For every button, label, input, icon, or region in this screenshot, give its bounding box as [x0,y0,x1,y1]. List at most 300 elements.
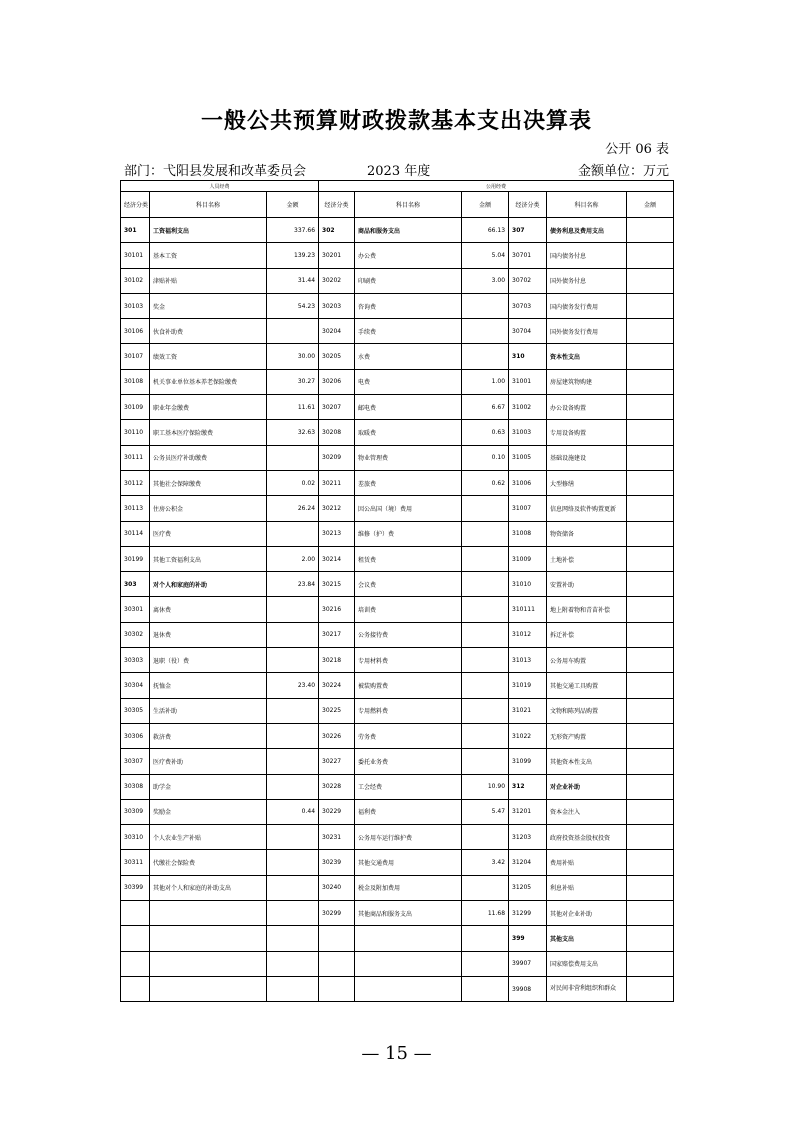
cell-code: 30207 [319,395,355,420]
cell-amount [267,622,319,647]
cell-name: 其他资本性支出 [547,749,627,774]
cell-code: 30217 [319,622,355,647]
cell-name: 基本工资 [150,243,267,268]
cell-amount [267,723,319,748]
cell-amount [462,344,509,369]
cell-name: 无形资产购置 [547,723,627,748]
cell-amount [627,546,674,571]
cell-code: 30111 [121,445,150,470]
cell-name: 办公费 [355,243,462,268]
cell-code: 30209 [319,445,355,470]
cell-amount [462,597,509,622]
table-row [121,344,674,369]
cell-name: 信息网络及软件购置更新 [547,496,627,521]
table-row [121,774,674,799]
cell-name: 伙食补助费 [150,319,267,344]
cell-name: 抚恤金 [150,673,267,698]
cell-amount [462,749,509,774]
cell-name: 电费 [355,369,462,394]
table-row [121,268,674,293]
cell-amount: 5.47 [462,799,509,824]
cell-name: 其他工资福利支出 [150,546,267,571]
amount-unit: 金额单位：万元 [577,164,669,179]
cell-amount [627,901,674,926]
table-row [121,293,674,318]
cell-name: 救济费 [150,723,267,748]
cell-code: 30299 [319,901,355,926]
cell-name: 医疗费 [150,521,267,546]
cell-name: 公务用车运行维护费 [355,825,462,850]
cell-code: 30226 [319,723,355,748]
cell-name: 文物和陈列品购置 [547,698,627,723]
cell-amount [462,546,509,571]
cell-amount: 0.63 [462,420,509,445]
cell-amount [627,319,674,344]
cell-name: 会议费 [355,572,462,597]
table-row [121,749,674,774]
cell-code [319,976,355,1001]
cell-name: 取暖费 [355,420,462,445]
cell-name: 工资福利支出 [150,218,267,243]
table-row [121,875,674,900]
cell-name: 专用材料费 [355,648,462,673]
cell-name: 其他交通工具购置 [547,673,627,698]
cell-code: 30110 [121,420,150,445]
cell-code: 30199 [121,546,150,571]
cell-code: 30303 [121,648,150,673]
cell-code [319,951,355,976]
cell-name: 基础设施建设 [547,445,627,470]
cell-code: 30204 [319,319,355,344]
cell-code: 30202 [319,268,355,293]
cell-code: 31012 [509,622,547,647]
cell-code: 30208 [319,420,355,445]
cell-name: 退休费 [150,622,267,647]
cell-name: 职业年金缴费 [150,395,267,420]
page-number: — 15 — [361,1043,432,1064]
table-row [121,420,674,445]
column-header-row [121,192,674,218]
public-group-header: 公用经费 [319,181,674,192]
cell-code [121,901,150,926]
cell-amount [627,749,674,774]
cell-name: 机关事业单位基本养老保险缴费 [150,369,267,394]
col-header-name: 科目名称 [547,192,627,218]
col-header-code: 经济分类 [121,192,150,218]
cell-name: 国家赔偿费用支出 [547,951,627,976]
cell-name: 商品和服务支出 [355,218,462,243]
cell-amount [627,875,674,900]
table-row [121,648,674,673]
cell-amount: 5.04 [462,243,509,268]
cell-amount [462,698,509,723]
cell-amount [627,293,674,318]
cell-amount: 66.13 [462,218,509,243]
cell-name: 费用补贴 [547,850,627,875]
table-row [121,673,674,698]
cell-name: 其他对个人和家庭的补助支出 [150,875,267,900]
cell-name [150,901,267,926]
cell-name: 津贴补贴 [150,268,267,293]
cell-code: 31006 [509,470,547,495]
cell-code: 30108 [121,369,150,394]
cell-code: 30702 [509,268,547,293]
cell-amount [627,799,674,824]
cell-code: 30703 [509,293,547,318]
col-header-name: 科目名称 [355,192,462,218]
cell-code: 31019 [509,673,547,698]
table-row [121,976,674,1001]
fiscal-year: 2023 年度 [367,164,431,179]
table-row [121,622,674,647]
table-row [121,218,674,243]
cell-code: 30201 [319,243,355,268]
cell-amount [267,521,319,546]
cell-amount [462,293,509,318]
cell-code: 30218 [319,648,355,673]
cell-amount [267,648,319,673]
cell-code: 30109 [121,395,150,420]
cell-amount [627,951,674,976]
cell-code: 31010 [509,572,547,597]
cell-code: 31021 [509,698,547,723]
cell-code: 31005 [509,445,547,470]
cell-code: 301 [121,218,150,243]
cell-amount [267,698,319,723]
cell-name: 政府投资基金股权投资 [547,825,627,850]
table-row [121,445,674,470]
cell-code: 310111 [509,597,547,622]
cell-name: 其他支出 [547,926,627,951]
cell-name: 其他交通费用 [355,850,462,875]
cell-amount: 11.68 [462,901,509,926]
cell-code: 303 [121,572,150,597]
cell-name: 公务用车购置 [547,648,627,673]
cell-code: 30224 [319,673,355,698]
cell-amount [267,875,319,900]
cell-amount [462,572,509,597]
cell-code: 30211 [319,470,355,495]
cell-code: 30112 [121,470,150,495]
cell-code: 30213 [319,521,355,546]
cell-code: 30310 [121,825,150,850]
col-header-code: 经济分类 [319,192,355,218]
cell-amount: 30.00 [267,344,319,369]
cell-amount: 2.00 [267,546,319,571]
cell-name: 利息补贴 [547,875,627,900]
table-row [121,723,674,748]
cell-code: 30206 [319,369,355,394]
basic-expenditure-table [120,180,674,1002]
cell-code: 30301 [121,597,150,622]
cell-amount [462,319,509,344]
table-row [121,521,674,546]
cell-name: 房屋建筑物购建 [547,369,627,394]
cell-amount [462,976,509,1001]
cell-amount [267,774,319,799]
table-row [121,395,674,420]
cell-amount [267,926,319,951]
cell-amount [462,875,509,900]
cell-code [121,926,150,951]
cell-code [121,951,150,976]
cell-name: 地上附着物和青苗补偿 [547,597,627,622]
cell-amount [627,673,674,698]
cell-code: 31203 [509,825,547,850]
table-row [121,951,674,976]
cell-name: 医疗费补助 [150,749,267,774]
cell-name: 奖金 [150,293,267,318]
cell-code: 30239 [319,850,355,875]
cell-code: 30302 [121,622,150,647]
cell-amount [627,420,674,445]
cell-code [319,926,355,951]
cell-name: 水费 [355,344,462,369]
cell-code: 30107 [121,344,150,369]
cell-amount [627,926,674,951]
cell-amount [627,572,674,597]
cell-name: 奖励金 [150,799,267,824]
cell-code: 310 [509,344,547,369]
cell-name: 资本性支出 [547,344,627,369]
cell-code: 30106 [121,319,150,344]
cell-amount [267,749,319,774]
cell-amount [462,951,509,976]
cell-name: 税金及附加费用 [355,875,462,900]
col-header-amount: 金额 [462,192,509,218]
cell-name: 其他社会保障缴费 [150,470,267,495]
col-header-name: 科目名称 [150,192,267,218]
col-header-code: 经济分类 [509,192,547,218]
cell-code: 30304 [121,673,150,698]
cell-name: 个人农业生产补贴 [150,825,267,850]
cell-amount [462,723,509,748]
cell-name: 劳务费 [355,723,462,748]
cell-code: 30306 [121,723,150,748]
cell-amount: 139.23 [267,243,319,268]
cell-amount [627,344,674,369]
cell-code: 31003 [509,420,547,445]
cell-amount [627,369,674,394]
cell-amount: 0.62 [462,470,509,495]
cell-amount [627,723,674,748]
cell-name: 福利费 [355,799,462,824]
cell-amount [267,825,319,850]
cell-amount [627,622,674,647]
cell-code: 31022 [509,723,547,748]
cell-code: 30231 [319,825,355,850]
table-row [121,319,674,344]
cell-amount [627,774,674,799]
cell-name: 资本金注入 [547,799,627,824]
cell-code: 31013 [509,648,547,673]
cell-amount: 23.40 [267,673,319,698]
cell-amount [267,976,319,1001]
group-header-row [121,181,674,192]
cell-code: 30225 [319,698,355,723]
table-row [121,470,674,495]
cell-name: 物资储备 [547,521,627,546]
cell-name: 大型修缮 [547,470,627,495]
cell-code: 31099 [509,749,547,774]
cell-code: 30215 [319,572,355,597]
cell-amount [267,951,319,976]
cell-amount: 0.44 [267,799,319,824]
cell-code: 31008 [509,521,547,546]
cell-amount: 26.24 [267,496,319,521]
cell-name: 安置补助 [547,572,627,597]
col-header-amount: 金额 [627,192,674,218]
cell-amount [462,825,509,850]
cell-code: 30399 [121,875,150,900]
cell-amount [462,622,509,647]
cell-amount [627,648,674,673]
cell-amount [627,521,674,546]
table-row [121,799,674,824]
cell-amount [627,243,674,268]
cell-code: 30214 [319,546,355,571]
cell-amount [627,496,674,521]
cell-name [150,976,267,1001]
cell-amount [462,926,509,951]
cell-amount [462,673,509,698]
cell-name: 培训费 [355,597,462,622]
cell-name: 代缴社会保险费 [150,850,267,875]
cell-code: 30103 [121,293,150,318]
cell-amount [627,218,674,243]
table-row [121,546,674,571]
cell-amount: 54.23 [267,293,319,318]
cell-name: 对民间非营利组织和群众 [547,976,627,1001]
table-row [121,597,674,622]
cell-amount [627,445,674,470]
cell-name: 绩效工资 [150,344,267,369]
cell-code [121,976,150,1001]
cell-name: 其他对企业补助 [547,901,627,926]
cell-code: 30114 [121,521,150,546]
cell-name [150,951,267,976]
cell-code: 30228 [319,774,355,799]
cell-name: 印刷费 [355,268,462,293]
cell-amount: 32.63 [267,420,319,445]
cell-name: 债务利息及费用支出 [547,218,627,243]
table-row [121,850,674,875]
cell-code: 39907 [509,951,547,976]
cell-name: 专用设备购置 [547,420,627,445]
cell-name: 其他商品和服务支出 [355,901,462,926]
cell-code: 31204 [509,850,547,875]
cell-amount [462,496,509,521]
cell-amount [267,901,319,926]
cell-amount [627,395,674,420]
cell-name: 拆迁补偿 [547,622,627,647]
cell-code: 30309 [121,799,150,824]
cell-name: 办公设备购置 [547,395,627,420]
table-row [121,901,674,926]
cell-amount: 1.00 [462,369,509,394]
cell-code: 31299 [509,901,547,926]
cell-name: 工会经费 [355,774,462,799]
cell-name: 因公出国（境）费用 [355,496,462,521]
col-header-amount: 金额 [267,192,319,218]
cell-name: 手续费 [355,319,462,344]
cell-amount [627,470,674,495]
cell-amount: 31.44 [267,268,319,293]
cell-code: 30307 [121,749,150,774]
cell-name: 国内债务付息 [547,243,627,268]
cell-amount [462,521,509,546]
cell-name: 公务接待费 [355,622,462,647]
cell-code: 30308 [121,774,150,799]
cell-code: 399 [509,926,547,951]
cell-code: 31201 [509,799,547,824]
personnel-group-header: 人员经费 [121,181,319,192]
table-row [121,926,674,951]
table-row [121,825,674,850]
cell-code: 30102 [121,268,150,293]
cell-code: 30240 [319,875,355,900]
department-label: 部门：弋阳县发展和改革委员会 [124,164,307,179]
cell-name: 退职（役）费 [150,648,267,673]
cell-amount: 3.00 [462,268,509,293]
cell-amount: 23.84 [267,572,319,597]
cell-name: 土地补偿 [547,546,627,571]
cell-name: 公务员医疗补助缴费 [150,445,267,470]
cell-name: 差旅费 [355,470,462,495]
cell-name: 国外债务付息 [547,268,627,293]
table-row [121,496,674,521]
cell-name: 物业管理费 [355,445,462,470]
cell-code: 312 [509,774,547,799]
cell-name: 国内债务发行费用 [547,293,627,318]
cell-code: 30101 [121,243,150,268]
table-row [121,369,674,394]
cell-name: 住房公积金 [150,496,267,521]
cell-amount: 6.67 [462,395,509,420]
cell-amount: 0.02 [267,470,319,495]
cell-amount [267,850,319,875]
cell-name: 租赁费 [355,546,462,571]
cell-name: 职工基本医疗保险缴费 [150,420,267,445]
cell-code: 30704 [509,319,547,344]
cell-name: 生活补助 [150,698,267,723]
cell-amount [627,976,674,1001]
cell-name: 助学金 [150,774,267,799]
cell-amount: 30.27 [267,369,319,394]
cell-name: 被装购置费 [355,673,462,698]
cell-code: 30701 [509,243,547,268]
cell-name: 委托业务费 [355,749,462,774]
cell-name: 国外债务发行费用 [547,319,627,344]
cell-amount [627,597,674,622]
cell-amount [627,850,674,875]
cell-amount [627,825,674,850]
cell-name [150,926,267,951]
cell-amount [267,319,319,344]
cell-amount [627,698,674,723]
cell-code: 30113 [121,496,150,521]
cell-amount: 3.42 [462,850,509,875]
table-row [121,243,674,268]
cell-amount [267,445,319,470]
cell-code: 31205 [509,875,547,900]
cell-amount [267,597,319,622]
cell-name: 对企业补助 [547,774,627,799]
page-title: 一般公共预算财政拨款基本支出决算表 [200,108,592,134]
cell-code: 31001 [509,369,547,394]
cell-amount [462,648,509,673]
cell-amount: 11.61 [267,395,319,420]
